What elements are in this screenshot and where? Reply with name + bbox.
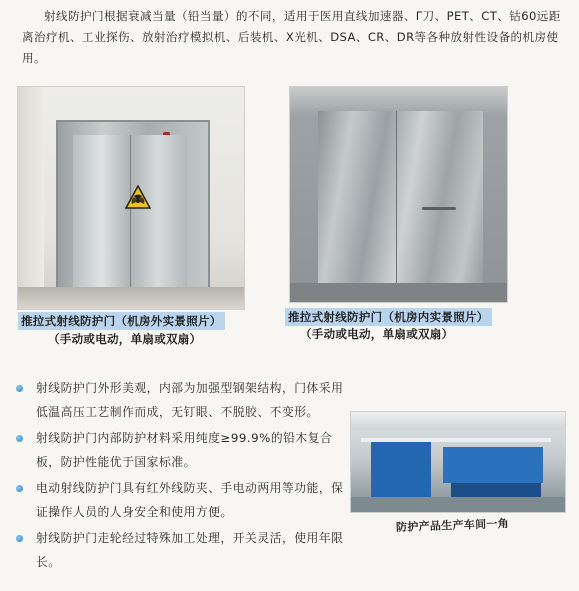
exterior-door-photo [17, 86, 245, 310]
sliding-door [73, 135, 187, 290]
door-frame [56, 120, 210, 292]
door-split-line [130, 135, 131, 290]
interior-photo-caption: 推拉式射线防护门（机房内实景照片） [285, 308, 492, 326]
interior-door-photo [289, 86, 508, 303]
bullet-dot-icon [16, 485, 23, 492]
list-item [14, 426, 344, 474]
bullet-dot-icon [16, 435, 23, 442]
workshop-ceiling [351, 412, 565, 430]
factory-workshop-photo [350, 411, 566, 513]
machine-base [451, 483, 541, 497]
bullet-dot-icon [16, 385, 23, 392]
door-handle [422, 207, 456, 210]
feature-text: 电动射线防护门具有红外线防夹、手电动两用等功能，保证操作人员的人身安全和使用方便。 [36, 481, 344, 519]
floor [290, 283, 507, 302]
door-split-line [396, 111, 397, 283]
shearing-machine [443, 447, 543, 483]
wall-pillar [18, 87, 44, 309]
intro-paragraph: 射线防护门根据衰减当量（铅当量）的不同，适用于医用直线加速器、Γ刀、PET、CT、钴60远距离治疗机、工业探伤、放射治疗模拟机、后装机、X光机、DSA、CR、DR等各种放射性设备的机房使用。 [22, 9, 561, 65]
radiation-warning-icon [125, 185, 151, 209]
sliding-door [318, 111, 483, 283]
feature-text: 射线防护门内部防护材料采用纯度≥99.9%的铅木复合板，防护性能优于国家标准。 [36, 431, 333, 469]
list-item [14, 526, 344, 574]
floor [18, 287, 244, 309]
exterior-photo-caption: 推拉式射线防护门（机房外实景照片） [18, 312, 225, 330]
feature-text: 射线防护门走轮经过特殊加工处理，开关灵活，使用年限长。 [36, 531, 344, 569]
bullet-dot-icon [16, 535, 23, 542]
exterior-photo-subcaption: （手动或电动，单扇或双扇） [48, 332, 202, 346]
workshop-floor [351, 497, 565, 512]
list-item [14, 476, 344, 524]
factory-photo-caption: 防护产品生产车间一角 [395, 517, 510, 534]
interior-photo-subcaption: （手动或电动，单扇或双扇） [300, 327, 454, 341]
feature-list [14, 376, 344, 576]
feature-text: 射线防护门外形美观，内部为加强型钢架结构，门体采用低温高压工艺制作而成，无钉眼、不脱胶、不变形。 [36, 381, 344, 419]
list-item [14, 376, 344, 424]
press-machine [371, 442, 431, 497]
